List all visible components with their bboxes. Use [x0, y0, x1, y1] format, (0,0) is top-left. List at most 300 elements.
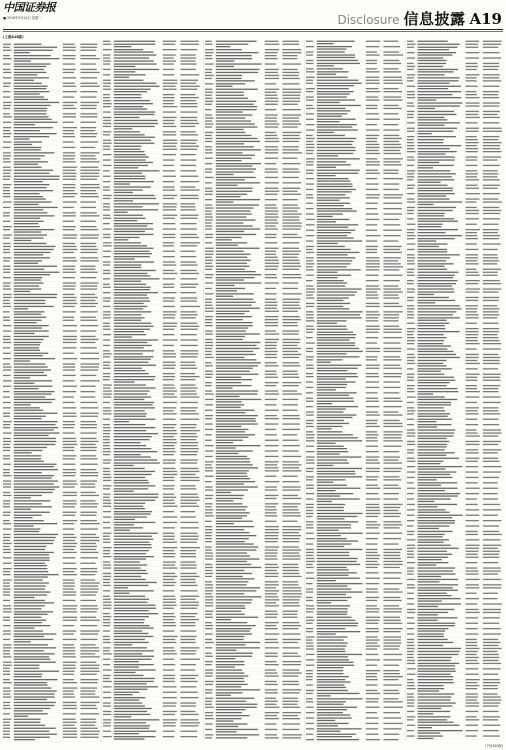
- text-line: [483, 41, 502, 42]
- text-line: [317, 260, 353, 261]
- text-line: [3, 152, 11, 153]
- text-line: [383, 701, 402, 702]
- text-line: [216, 231, 244, 232]
- text-line: [103, 731, 111, 732]
- text-line: [205, 599, 213, 600]
- text-line: [14, 455, 42, 456]
- text-line: [282, 308, 301, 309]
- text-line: [407, 77, 414, 78]
- text-line: [114, 393, 148, 394]
- text-line: [103, 480, 111, 481]
- text-line: [80, 306, 95, 307]
- text-line: [265, 75, 279, 76]
- text-line: [3, 72, 11, 73]
- text-line: [306, 368, 314, 369]
- text-line: [114, 413, 147, 414]
- text-line: [383, 411, 398, 412]
- text-line: [265, 737, 279, 738]
- text-line: [466, 493, 480, 494]
- text-line: [282, 704, 297, 705]
- text-line: [317, 625, 358, 626]
- text-line: [14, 466, 54, 467]
- text-line: [466, 235, 478, 236]
- text-line: [163, 384, 174, 385]
- text-line: [483, 145, 500, 146]
- text-line: [14, 190, 53, 191]
- text-line: [163, 323, 178, 324]
- text-line: [383, 150, 399, 151]
- text-line: [80, 693, 95, 694]
- text-line: [14, 170, 53, 171]
- text-line: [366, 459, 378, 460]
- text-line: [3, 96, 10, 97]
- text-line: [317, 426, 343, 427]
- text-line: [366, 398, 378, 399]
- text-line: [163, 506, 178, 507]
- text-line: [180, 605, 198, 606]
- text-line: [265, 194, 278, 195]
- text-line: [317, 617, 352, 618]
- text-line: [366, 406, 380, 407]
- text-line: [114, 218, 146, 219]
- text-line: [180, 134, 198, 135]
- text-line: [407, 52, 415, 53]
- text-line: [466, 651, 478, 652]
- text-line: [216, 518, 242, 519]
- text-line: [418, 210, 453, 211]
- text-line: [265, 456, 279, 457]
- text-line: [103, 477, 112, 478]
- text-line: [80, 50, 96, 51]
- text-line: [14, 372, 44, 373]
- text-line: [383, 141, 399, 142]
- text-line: [383, 507, 400, 508]
- text-line: [317, 725, 338, 726]
- text-line: [14, 212, 48, 213]
- text-line: [3, 402, 11, 403]
- text-line: [383, 297, 399, 298]
- text-line: [383, 60, 399, 61]
- text-line: [114, 345, 152, 346]
- text-line: [3, 563, 11, 564]
- text-line: [407, 579, 415, 580]
- text-line: [114, 599, 149, 600]
- text-line: [103, 103, 112, 104]
- text-line: [114, 170, 160, 171]
- text-line: [407, 343, 414, 344]
- text-line: [483, 639, 498, 640]
- text-line: [216, 558, 260, 559]
- text-line: [265, 628, 278, 629]
- text-line: [14, 127, 53, 128]
- text-line: [282, 622, 299, 623]
- text-line: [466, 410, 478, 411]
- text-line: [265, 260, 279, 261]
- text-line: [383, 440, 402, 441]
- text-line: [205, 614, 212, 615]
- text-line: [80, 469, 96, 470]
- text-line: [383, 591, 402, 592]
- text-line: [306, 141, 313, 142]
- text-line: [80, 282, 98, 283]
- text-line: [14, 523, 57, 524]
- text-line: [103, 181, 110, 182]
- text-line: [483, 688, 498, 689]
- text-line: [205, 98, 212, 99]
- text-line: [180, 149, 197, 150]
- text-line: [383, 588, 399, 589]
- text-line: [14, 44, 42, 45]
- text-line: [163, 261, 176, 262]
- text-line: [466, 609, 479, 610]
- text-line: [80, 234, 99, 235]
- text-line: [466, 525, 480, 526]
- text-line: [163, 189, 175, 190]
- text-line: [265, 177, 278, 178]
- text-line: [103, 736, 112, 737]
- text-line: [407, 432, 415, 433]
- text-line: [483, 482, 498, 483]
- text-line: [103, 365, 110, 366]
- text-line: [180, 527, 199, 528]
- text-line: [3, 480, 11, 481]
- text-line: [407, 735, 415, 736]
- text-line: [317, 575, 349, 576]
- text-line: [114, 336, 132, 337]
- text-line: [180, 669, 195, 670]
- text-line: [205, 564, 212, 565]
- text-line: [80, 540, 99, 541]
- text-line: [103, 111, 111, 112]
- text-line: [180, 181, 199, 182]
- text-line: [14, 50, 53, 51]
- text-line: [63, 696, 75, 697]
- text-line: [103, 561, 110, 562]
- text-line: [163, 181, 174, 182]
- text-line: [114, 212, 128, 213]
- text-line: [63, 469, 76, 470]
- text-line: [483, 74, 500, 75]
- text-line: [466, 633, 479, 634]
- text-line: [306, 99, 314, 100]
- text-line: [14, 447, 47, 448]
- text-line: [14, 257, 50, 258]
- text-line: [466, 685, 480, 686]
- text-line: [114, 402, 154, 403]
- text-line: [114, 482, 149, 483]
- text-line: [306, 263, 315, 264]
- text-line: [265, 311, 279, 312]
- text-line: [205, 642, 214, 643]
- text-line: [366, 698, 379, 699]
- text-line: [163, 442, 177, 443]
- text-line: [317, 314, 360, 315]
- text-line: [103, 329, 110, 330]
- text-line: [282, 377, 299, 378]
- text-line: [265, 532, 279, 533]
- text-line: [383, 690, 398, 691]
- text-line: [205, 260, 213, 261]
- text-line: [3, 113, 10, 114]
- text-line: [265, 521, 277, 522]
- text-line: [216, 666, 235, 667]
- text-line: [265, 330, 276, 331]
- text-line: [483, 693, 498, 694]
- text-line: [466, 328, 479, 329]
- text-line: [163, 353, 176, 354]
- text-line: [418, 207, 456, 208]
- text-line: [114, 264, 142, 265]
- text-line: [80, 167, 98, 168]
- text-line: [180, 106, 197, 107]
- text-line: [205, 617, 213, 618]
- text-line: [317, 473, 356, 474]
- text-line: [317, 332, 353, 333]
- text-line: [282, 647, 300, 648]
- text-line: [366, 337, 379, 338]
- text-line: [418, 441, 450, 442]
- text-line: [63, 656, 76, 657]
- text-line: [282, 199, 297, 200]
- text-line: [163, 630, 175, 631]
- text-line: [3, 557, 12, 558]
- text-line: [317, 620, 355, 621]
- text-line: [383, 516, 399, 517]
- text-line: [3, 734, 10, 735]
- text-line: [282, 541, 299, 542]
- text-line: [114, 733, 139, 734]
- text-line: [63, 568, 77, 569]
- text-line: [163, 368, 175, 369]
- text-line: [103, 69, 111, 70]
- text-line: [114, 57, 149, 58]
- text-line: [317, 365, 362, 366]
- text-line: [14, 167, 42, 168]
- text-line: [282, 481, 299, 482]
- text-line: [103, 702, 111, 703]
- text-line: [306, 235, 314, 236]
- text-line: [63, 708, 77, 709]
- text-line: [383, 178, 403, 179]
- text-line: [3, 226, 11, 227]
- text-line: [103, 424, 110, 425]
- text-line: [407, 603, 414, 604]
- text-line: [3, 421, 12, 422]
- text-line: [14, 582, 49, 583]
- text-line: [114, 516, 147, 517]
- text-line: [80, 650, 99, 651]
- text-line: [366, 164, 380, 165]
- text-line: [306, 679, 313, 680]
- text-line: [383, 451, 399, 452]
- text-line: [103, 60, 111, 61]
- text-line: [163, 334, 175, 335]
- text-line: [306, 317, 314, 318]
- text-line: [205, 622, 212, 623]
- text-line: [163, 697, 177, 698]
- text-line: [466, 275, 480, 276]
- text-line: [306, 620, 314, 621]
- text-line: [265, 495, 279, 496]
- text-line: [483, 213, 500, 214]
- text-line: [163, 413, 177, 414]
- text-line: [383, 434, 401, 435]
- text-line: [205, 538, 212, 539]
- text-line: [407, 224, 415, 225]
- text-line: [466, 254, 478, 255]
- text-line: [366, 437, 378, 438]
- text-line: [180, 186, 195, 187]
- text-line: [216, 143, 244, 144]
- text-line: [366, 197, 379, 198]
- text-line: [114, 281, 141, 282]
- text-line: [103, 362, 111, 363]
- text-line: [317, 249, 351, 250]
- text-line: [317, 126, 352, 127]
- text-line: [483, 520, 502, 521]
- text-line: [114, 524, 134, 525]
- text-line: [282, 581, 298, 582]
- text-line: [63, 528, 74, 529]
- text-line: [418, 452, 455, 453]
- text-line: [205, 234, 213, 235]
- text-line: [3, 325, 11, 326]
- text-line: [418, 708, 442, 709]
- text-line: [317, 41, 355, 42]
- text-line: [180, 471, 199, 472]
- text-line: [14, 486, 60, 487]
- text-line: [163, 556, 175, 557]
- text-line: [282, 305, 299, 306]
- text-line: [306, 63, 313, 64]
- text-line: [216, 132, 246, 133]
- text-line: [216, 308, 260, 309]
- text-line: [63, 432, 75, 433]
- text-line: [418, 238, 455, 239]
- text-line: [63, 249, 78, 250]
- text-line: [265, 207, 278, 208]
- text-line: [180, 384, 195, 385]
- text-line: [418, 665, 456, 666]
- text-line: [383, 219, 399, 220]
- text-line: [114, 49, 143, 50]
- text-line: [317, 731, 341, 732]
- text-line: [483, 458, 498, 459]
- text-line: [114, 83, 157, 84]
- text-line: [14, 272, 60, 273]
- text-line: [265, 254, 276, 255]
- text-line: [216, 538, 249, 539]
- text-line: [366, 679, 378, 680]
- text-line: [14, 366, 48, 367]
- text-line: [483, 525, 499, 526]
- text-line: [383, 83, 402, 84]
- text-line: [483, 254, 498, 255]
- text-line: [103, 553, 110, 554]
- text-line: [366, 213, 379, 214]
- text-line: [3, 450, 10, 451]
- text-line: [366, 320, 379, 321]
- text-line: [366, 605, 377, 606]
- text-line: [3, 184, 11, 185]
- text-line: [282, 675, 298, 676]
- text-line: [383, 611, 401, 612]
- text-line: [383, 608, 402, 609]
- text-line: [265, 44, 280, 45]
- text-line: [103, 387, 111, 388]
- text-line: [114, 436, 152, 437]
- text-line: [317, 440, 362, 441]
- text-line: [282, 168, 298, 169]
- text-line: [418, 466, 463, 467]
- text-line: [483, 179, 500, 180]
- text-line: [466, 368, 478, 369]
- text-line: [63, 380, 75, 381]
- text-line: [306, 639, 313, 640]
- text-line: [216, 239, 232, 240]
- text-line: [80, 424, 97, 425]
- text-line: [216, 163, 261, 164]
- text-line: [317, 116, 342, 117]
- text-line: [466, 300, 479, 301]
- text-line: [63, 226, 76, 227]
- text-line: [317, 707, 357, 708]
- text-line: [205, 526, 212, 527]
- text-line: [63, 486, 75, 487]
- text-line: [103, 63, 110, 64]
- text-line: [366, 639, 380, 640]
- text-line: [103, 140, 111, 141]
- text-line: [317, 378, 346, 379]
- text-line: [163, 329, 175, 330]
- text-line: [163, 86, 176, 87]
- text-line: [366, 291, 377, 292]
- text-line: [205, 503, 213, 504]
- text-line: [418, 136, 456, 137]
- text-line: [418, 232, 446, 233]
- text-line: [407, 458, 415, 459]
- text-line: [163, 203, 177, 204]
- text-line: [114, 605, 156, 606]
- text-line: [265, 149, 279, 150]
- text-line: [14, 179, 59, 180]
- text-line: [114, 387, 156, 388]
- text-line: [216, 587, 260, 588]
- text-line: [383, 303, 399, 304]
- text-line: [3, 438, 11, 439]
- text-line: [216, 177, 256, 178]
- text-line: [407, 263, 415, 264]
- text-line: [163, 74, 175, 75]
- text-line: [282, 476, 297, 477]
- text-line: [163, 736, 174, 737]
- text-line: [306, 510, 313, 511]
- text-line: [3, 605, 11, 606]
- text-line: [216, 447, 236, 448]
- text-line: [407, 730, 414, 731]
- text-line: [180, 556, 196, 557]
- text-line: [180, 165, 196, 166]
- text-line: [114, 451, 157, 452]
- text-line: [80, 179, 97, 180]
- text-line: [282, 219, 299, 220]
- text-line: [216, 374, 259, 375]
- text-line: [366, 173, 380, 174]
- text-line: [205, 467, 213, 468]
- text-line: [317, 320, 347, 321]
- text-line: [163, 430, 177, 431]
- text-line: [103, 384, 112, 385]
